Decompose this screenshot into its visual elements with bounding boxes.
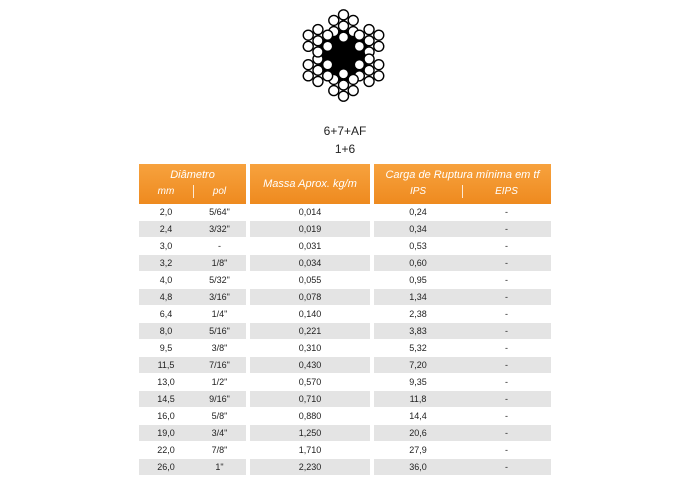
wire-rope-cross-section-icon (296, 8, 391, 103)
rope-wire (374, 41, 384, 51)
cell-eips: - (505, 445, 508, 455)
strand-construction-label: 1+6 (334, 142, 356, 156)
cell-ips: 27,9 (409, 445, 427, 455)
cell-pol: 1" (193, 459, 246, 475)
rope-wire (339, 21, 349, 31)
cell-mm: 2,0 (159, 207, 173, 217)
rope-wire (354, 41, 364, 51)
cell-eips: - (462, 289, 551, 305)
cell-mm: 6,4 (159, 309, 173, 319)
rope-spec-table-body (0, 204, 690, 476)
table-row (0, 374, 690, 391)
cell-ips: 0,60 (374, 255, 462, 271)
cell-eips: - (505, 275, 508, 285)
breaking-load-header-label: Carga de Ruptura mínima em tf (385, 169, 540, 181)
cell-ips: 0,24 (409, 207, 427, 217)
cell-pol: 3/32" (193, 221, 246, 237)
table-row (0, 221, 690, 238)
cell-mm: 4,0 (159, 275, 173, 285)
cell-mass: 0,570 (298, 377, 322, 387)
ips-subheader: IPS (409, 186, 427, 197)
cell-mm: 9,5 (159, 343, 173, 353)
cell-eips: - (462, 459, 551, 475)
cell-eips: - (505, 411, 508, 421)
rope-wire (348, 15, 358, 25)
breaking-load-header (374, 164, 551, 204)
rope-wire (374, 71, 384, 81)
rope-wire (329, 15, 339, 25)
rope-wire (364, 54, 374, 64)
rope-wire (364, 25, 374, 35)
rope-wire (354, 60, 364, 70)
cell-mm: 13,0 (157, 377, 175, 387)
cell-mass: 0,034 (250, 255, 370, 271)
cell-pol: 3/8" (211, 343, 228, 353)
cell-mass: 0,055 (298, 275, 322, 285)
table-row (0, 340, 690, 357)
cell-pol: 9/16" (193, 391, 246, 407)
rope-wire (303, 60, 313, 70)
cell-eips: - (462, 323, 551, 339)
rope-wire (303, 30, 313, 40)
rope-wire (374, 60, 384, 70)
cell-ips: 0,34 (374, 221, 462, 237)
cell-pol: 1/8" (193, 255, 246, 271)
table-row (0, 272, 690, 289)
cell-mm: 26,0 (139, 459, 193, 475)
rope-wire (339, 69, 349, 79)
mass-header-label: Massa Aprox. kg/m (263, 178, 357, 190)
mass-header (250, 164, 370, 204)
diameter-header-label: Diâmetro (170, 169, 215, 181)
rope-wire (329, 86, 339, 96)
cell-mass: 0,014 (298, 207, 322, 217)
cell-ips: 2,38 (409, 309, 427, 319)
rope-wire (374, 30, 384, 40)
cell-mm: 4,8 (139, 289, 193, 305)
table-row (0, 391, 690, 408)
cell-mm: 8,0 (139, 323, 193, 339)
table-row (0, 459, 690, 476)
cell-ips: 14,4 (409, 411, 427, 421)
cell-ips: 7,20 (374, 357, 462, 373)
cell-mass: 1,250 (250, 425, 370, 441)
cell-eips: - (462, 221, 551, 237)
cell-pol: 7/8" (211, 445, 228, 455)
cell-ips: 20,6 (374, 425, 462, 441)
cell-mass: 0,019 (250, 221, 370, 237)
table-row (0, 289, 690, 306)
cell-ips: 0,53 (409, 241, 427, 251)
cell-mass: 0,430 (250, 357, 370, 373)
cell-mass: 0,078 (250, 289, 370, 305)
cell-ips: 1,34 (374, 289, 462, 305)
cell-eips: - (505, 343, 508, 353)
rope-construction-label: 6+7+AF (323, 124, 367, 138)
diameter-header (139, 164, 246, 204)
cell-mm: 16,0 (157, 411, 175, 421)
cell-pol: 5/32" (209, 275, 230, 285)
table-row (0, 425, 690, 442)
cell-mm: 19,0 (139, 425, 193, 441)
table-row (0, 306, 690, 323)
cell-mm: 14,5 (139, 391, 193, 407)
cell-ips: 3,83 (374, 323, 462, 339)
rope-wire (364, 36, 374, 46)
cell-ips: 11,8 (374, 391, 462, 407)
cell-pol: 7/16" (193, 357, 246, 373)
cell-mass: 2,230 (250, 459, 370, 475)
cell-mm: 3,2 (139, 255, 193, 271)
rope-wire (354, 30, 364, 40)
rope-wire (339, 32, 349, 42)
cell-eips: - (505, 207, 508, 217)
cell-mass: 0,310 (298, 343, 322, 353)
table-row (0, 238, 690, 255)
table-row (0, 408, 690, 425)
rope-wire (313, 36, 323, 46)
rope-wire (323, 60, 333, 70)
cell-mm: 22,0 (157, 445, 175, 455)
rope-wire (339, 80, 349, 90)
rope-wire (323, 30, 333, 40)
rope-wire (313, 76, 323, 86)
cell-eips: - (505, 241, 508, 251)
cell-pol: 5/8" (211, 411, 228, 421)
cell-pol: 1/4" (211, 309, 228, 319)
cell-mass: 0,221 (250, 323, 370, 339)
cell-mm: 2,4 (139, 221, 193, 237)
cell-mass: 0,880 (298, 411, 322, 421)
cell-mass: 0,140 (298, 309, 322, 319)
rope-wire (339, 91, 349, 101)
cell-eips: - (462, 425, 551, 441)
cell-ips: 9,35 (409, 377, 427, 387)
cell-eips: - (505, 309, 508, 319)
cell-mass: 0,031 (298, 241, 322, 251)
cell-ips: 36,0 (374, 459, 462, 475)
cell-eips: - (462, 255, 551, 271)
cell-pol: 1/2" (211, 377, 228, 387)
rope-wire (364, 65, 374, 75)
rope-wire (323, 71, 333, 81)
rope-wire (303, 41, 313, 51)
cell-ips: 5,32 (409, 343, 427, 353)
cell-mass: 1,710 (298, 445, 322, 455)
mm-subheader: mm (157, 186, 175, 197)
cell-ips: 0,95 (409, 275, 427, 285)
rope-wire (339, 10, 349, 20)
table-row (0, 255, 690, 272)
rope-wire (348, 74, 358, 84)
rope-wire (313, 65, 323, 75)
rope-wire (313, 25, 323, 35)
table-row (0, 442, 690, 459)
cell-pol: 5/16" (193, 323, 246, 339)
rope-wire (303, 71, 313, 81)
cell-eips: - (462, 357, 551, 373)
rope-wire (323, 41, 333, 51)
cell-mm: 3,0 (159, 241, 173, 251)
table-row (0, 357, 690, 374)
table-row (0, 204, 690, 221)
cell-pol: 5/64" (209, 207, 230, 217)
eips-subheader: EIPS (495, 186, 518, 197)
cell-pol: - (218, 241, 221, 251)
pol-subheader: pol (212, 186, 227, 197)
cell-pol: 3/4" (193, 425, 246, 441)
rope-wire (348, 86, 358, 96)
cell-eips: - (505, 377, 508, 387)
rope-wire (364, 76, 374, 86)
rope-wire (313, 47, 323, 57)
cell-mm: 11,5 (139, 357, 193, 373)
table-row (0, 323, 690, 340)
cell-pol: 3/16" (193, 289, 246, 305)
cell-mass: 0,710 (250, 391, 370, 407)
cell-eips: - (462, 391, 551, 407)
